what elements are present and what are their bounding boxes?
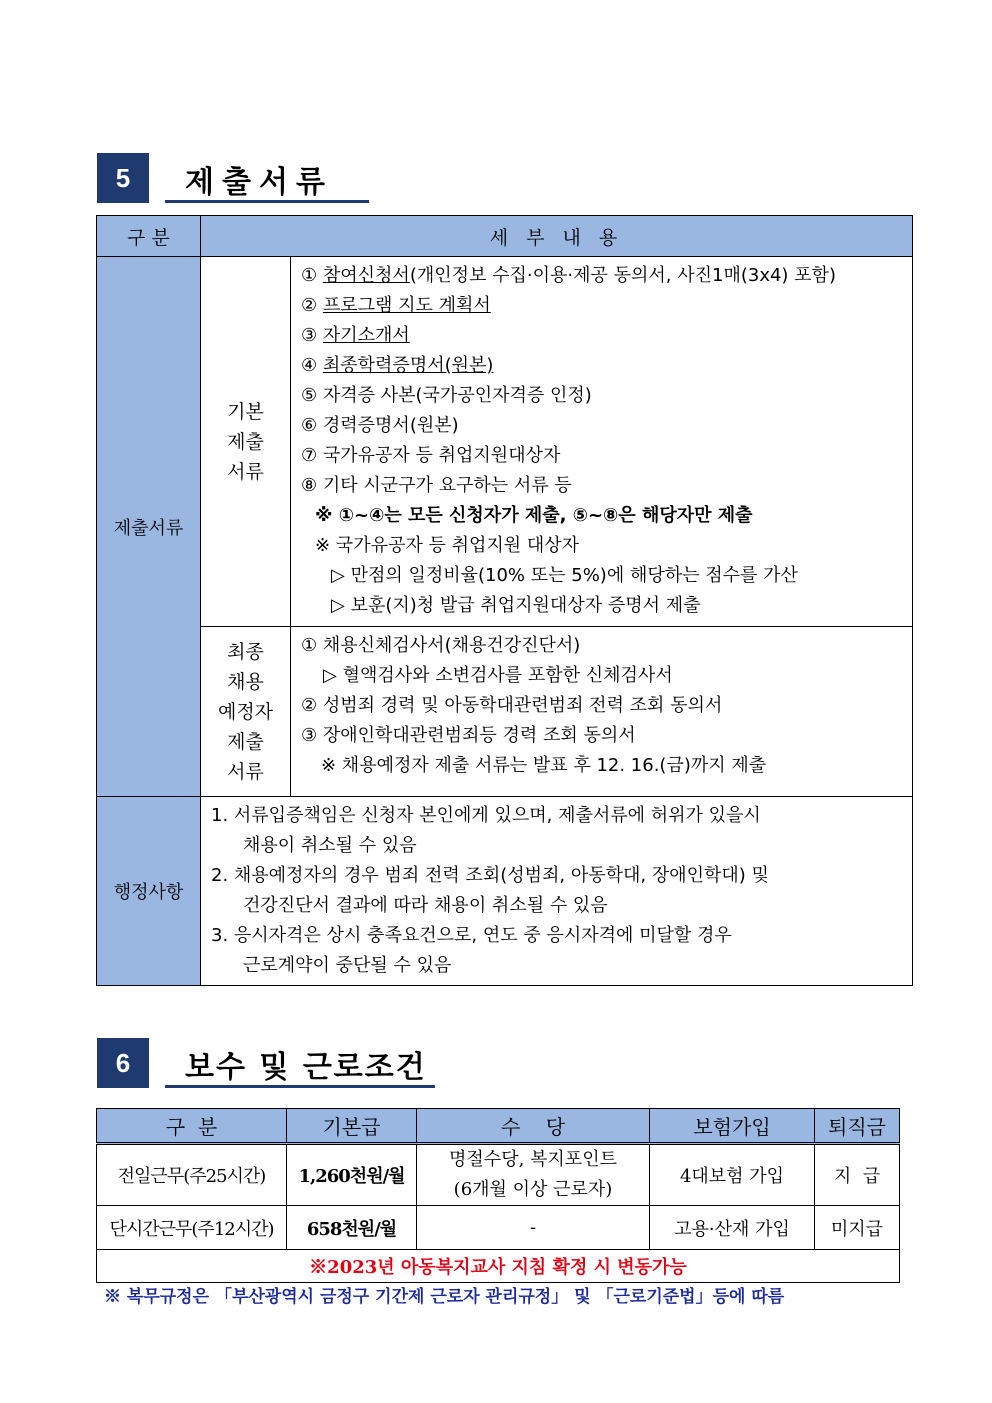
header-salary: 기본급 <box>287 1109 417 1144</box>
category-admin: 행정사항 <box>97 797 201 986</box>
header-detail: 세 부 내 용 <box>201 216 913 257</box>
header-severance: 퇴직금 <box>815 1109 900 1144</box>
header-category: 구 분 <box>97 216 201 257</box>
basic-docs-label: 기본 제출 서류 <box>201 257 291 627</box>
header-insurance: 보험가입 <box>650 1109 815 1144</box>
note-sub: ▷ 보훈(지)청 발급 취업지원대상자 증명서 제출 <box>331 595 701 616</box>
list-item: ⑥ 경력증명서(원본) <box>301 415 459 436</box>
list-item: ④ 최종학력증명서(원본) <box>301 355 494 376</box>
work-type: 전일근무(주25시간) <box>97 1144 287 1206</box>
change-notice: ※2023년 아동복지교사 지침 확정 시 변동가능 <box>97 1250 900 1283</box>
severance: 미지급 <box>815 1206 900 1250</box>
note-bold: ※ ①~④는 모든 신청자가 제출, ⑤~⑧은 해당자만 제출 <box>315 505 753 526</box>
list-item: ⑧ 기타 시군구가 요구하는 서류 등 <box>301 475 572 496</box>
insurance: 4대보험 가입 <box>650 1144 815 1206</box>
table-row <box>97 1206 900 1250</box>
section-underline <box>165 200 369 203</box>
severance: 지 급 <box>815 1144 900 1206</box>
allowance: - <box>417 1206 650 1250</box>
allowance: 명절수당, 복지포인트 (6개월 이상 근로자) <box>417 1144 650 1206</box>
note: ※ 국가유공자 등 취업지원 대상자 <box>315 535 580 556</box>
salary-table <box>96 1108 900 1283</box>
section-number-badge: 6 <box>97 1038 149 1088</box>
admin-content: 1. 서류입증책임은 신청자 본인에게 있으며, 제출서류에 허위가 있을시 채용이 취소될 수 있음 2. 채용예정자의 경우 범죄 전력 조회(성범죄, 아동학대, 장애인학대) 및 건강진단서 결과에 따라 채용이 취소될 수 있음 3. 응시자격은 상시 충족요건으로, 연도 중 응시자격에 미달할 경우 근로계약이 중단될 수 있음 <box>201 797 913 986</box>
work-type: 단시간근무(주12시간) <box>97 1206 287 1250</box>
section-underline <box>165 1085 435 1088</box>
insurance: 고용·산재 가입 <box>650 1206 815 1250</box>
list-item: ① 참여신청서(개인정보 수집·이용·제공 동의서, 사진1매(3x4) 포함) <box>301 265 836 286</box>
section-title: 보수 및 근로조건 <box>185 1050 427 1085</box>
final-docs-content: ① 채용신체검사서(채용건강진단서) ▷ 혈액검사와 소변검사를 포함한 신체검사서 ② 성범죄 경력 및 아동학대관련범죄 전력 조회 동의서 ③ 장애인학대관련범죄등 경력 조회 동의서 ※ 채용예정자 제출 서류는 발표 후 12. 16.(금)까지 제출 <box>291 627 913 797</box>
list-item: ⑤ 자격증 사본(국가공인자격증 인정) <box>301 385 592 406</box>
list-item: ⑦ 국가유공자 등 취업지원대상자 <box>301 445 561 466</box>
base-salary: 658천원/월 <box>287 1206 417 1250</box>
header-type: 구 분 <box>97 1109 287 1144</box>
header-allowance: 수 당 <box>417 1109 650 1144</box>
table-row <box>97 1144 900 1206</box>
footer-note: ※ 복무규정은 「부산광역시 금정구 기간제 근로자 관리규정」 및 「근로기준법」등에 따름 <box>104 1287 785 1307</box>
final-docs-label: 최종 채용 예정자 제출 서류 <box>201 627 291 797</box>
base-salary: 1,260천원/월 <box>287 1144 417 1206</box>
basic-docs-content <box>291 257 913 627</box>
list-item: ③ 자기소개서 <box>301 325 410 346</box>
documents-table <box>96 215 913 986</box>
note-sub: ▷ 만점의 일정비율(10% 또는 5%)에 해당하는 점수를 가산 <box>331 565 798 586</box>
section-number-badge: 5 <box>97 153 149 203</box>
category-documents: 제출서류 <box>97 257 201 797</box>
list-item: ② 프로그램 지도 계획서 <box>301 295 491 316</box>
section-title: 제출서류 <box>185 165 333 200</box>
